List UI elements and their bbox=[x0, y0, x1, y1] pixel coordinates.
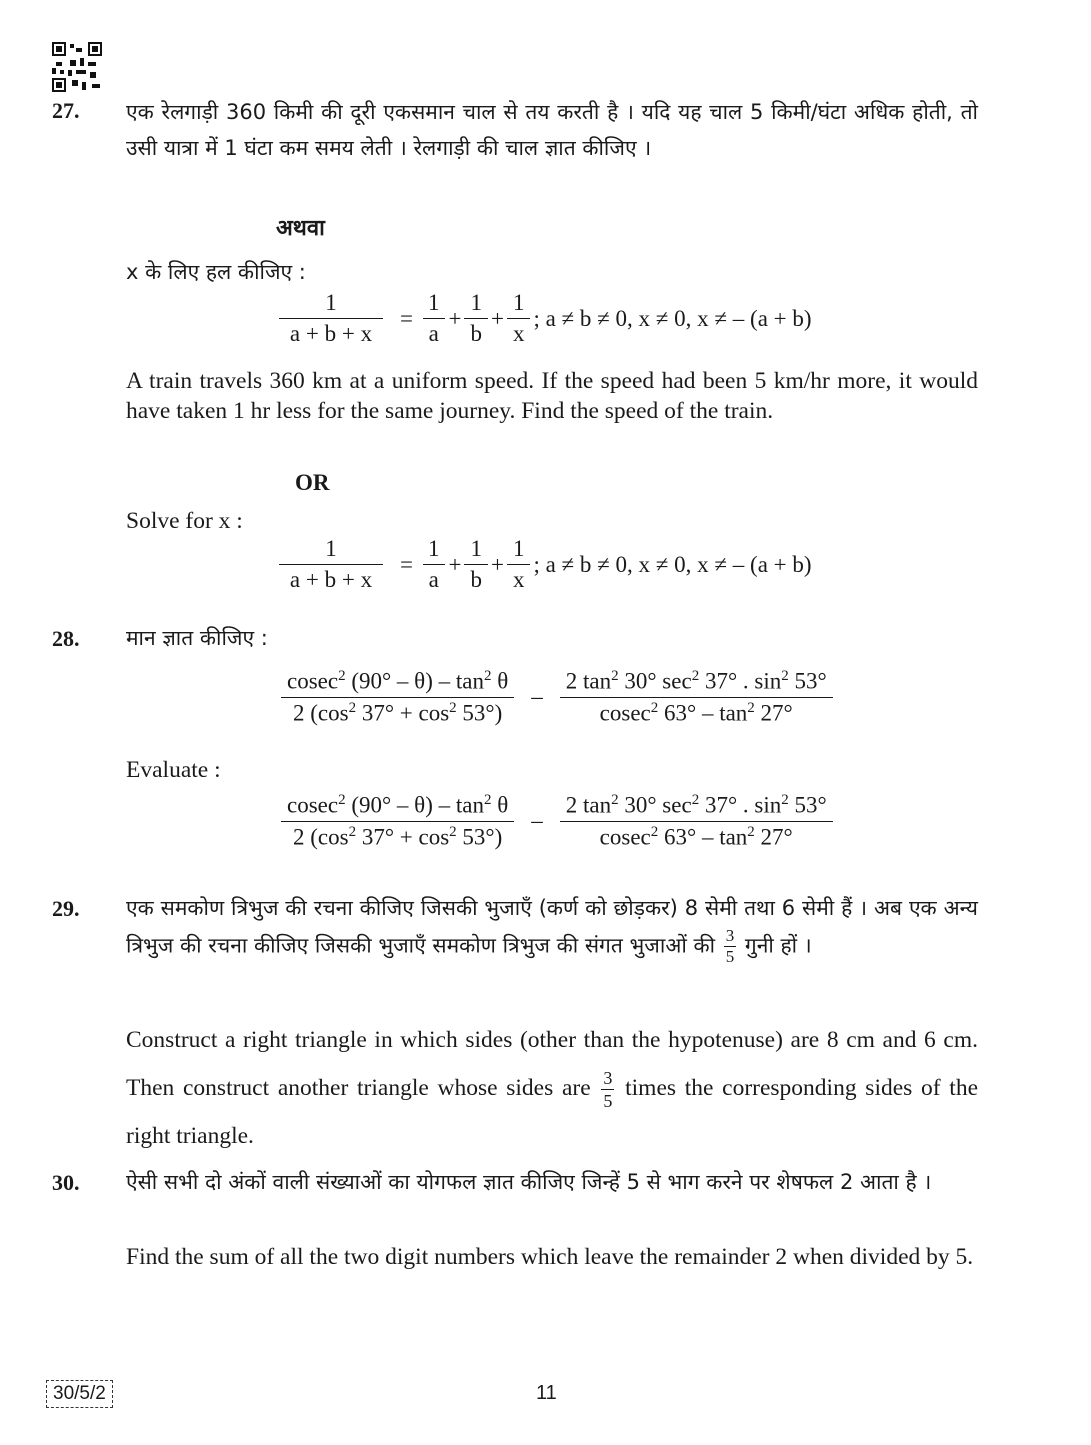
expression-fraction bbox=[281, 668, 514, 726]
expression-text: 2 (cos bbox=[292, 700, 349, 726]
lhs-fraction bbox=[279, 536, 383, 593]
expression-text: 53° bbox=[788, 668, 827, 694]
q27-equation-english bbox=[276, 536, 812, 593]
fraction-numerator: 1 bbox=[427, 536, 440, 561]
fraction-denominator: a + b + x bbox=[279, 564, 383, 593]
q27-english-text: A train travels 360 km at a uniform speed. If the speed had been 5 km/hr more, it would have taken 1 hr less for the same journey. Find the speed of the train. bbox=[126, 368, 978, 424]
exponent: 2 bbox=[781, 668, 789, 684]
fraction-denominator: a bbox=[423, 564, 445, 593]
exponent: 2 bbox=[691, 792, 700, 808]
expression-text: (90° – θ) – tan bbox=[345, 792, 484, 818]
minus-sign: – bbox=[531, 684, 543, 710]
term-fraction bbox=[507, 536, 531, 593]
plus-sign: + bbox=[448, 551, 462, 577]
fraction-numerator: 1 bbox=[470, 536, 482, 561]
expression-text: 30° sec bbox=[618, 668, 692, 694]
fraction-denominator: b bbox=[464, 564, 488, 593]
expression-fraction bbox=[560, 668, 833, 726]
expression-text: 37° . sin bbox=[699, 792, 782, 818]
equals-sign: = bbox=[400, 305, 413, 331]
fraction-numerator: 1 bbox=[512, 536, 525, 561]
fraction-numerator: 1 bbox=[325, 536, 337, 561]
fraction-numerator: 1 bbox=[325, 290, 337, 315]
fraction-denominator: b bbox=[464, 318, 488, 347]
equals-sign: = bbox=[400, 551, 413, 577]
exponent: 2 bbox=[747, 823, 755, 840]
text-run: Construct a right triangle in which sides (other than the hypotenuse) are 8 cm and 6 cm. Then construct another triangle whose sides are bbox=[126, 1027, 978, 1101]
expression-text: cosec bbox=[599, 824, 651, 850]
q27-solve-english: Solve for x : bbox=[126, 508, 243, 534]
expression-text: 53° bbox=[788, 792, 827, 818]
exponent: 2 bbox=[348, 823, 357, 840]
expression-text: 63° – tan bbox=[658, 824, 748, 850]
exponent: 2 bbox=[650, 823, 659, 840]
inline-fraction bbox=[601, 1067, 614, 1112]
plus-sign: + bbox=[490, 305, 504, 331]
q28-hindi-text: मान ज्ञात कीजिए : bbox=[126, 626, 268, 650]
q30-english-text: Find the sum of all the two digit numbers which leave the remainder 2 when divided by 5. bbox=[126, 1244, 974, 1270]
expression-text: 37° + cos bbox=[356, 700, 450, 726]
q27-equation-hindi bbox=[276, 290, 812, 347]
lhs-fraction bbox=[279, 290, 383, 347]
expression-text: 2 tan bbox=[565, 792, 612, 818]
q28-expression-hindi bbox=[278, 668, 836, 726]
expression-text: 37° + cos bbox=[356, 824, 450, 850]
expression-text: 53°) bbox=[456, 824, 503, 850]
exponent: 2 bbox=[650, 699, 659, 716]
expression-text: cosec bbox=[287, 792, 339, 818]
equation-condition: ; a ≠ b ≠ 0, x ≠ 0, x ≠ – (a + b) bbox=[533, 305, 812, 331]
exponent: 2 bbox=[348, 699, 357, 716]
exponent: 2 bbox=[483, 668, 492, 684]
fraction-denominator: x bbox=[507, 318, 531, 347]
fraction-numerator: 1 bbox=[470, 290, 482, 315]
exponent: 2 bbox=[781, 792, 789, 808]
fraction-denominator bbox=[281, 821, 514, 851]
term-fraction bbox=[464, 536, 488, 593]
or-divider-english: OR bbox=[295, 470, 330, 495]
fraction-denominator: a + b + x bbox=[279, 318, 383, 347]
q27-hindi-text: एक रेलगाड़ी 360 किमी की दूरी एकसमान चाल से तय करती है । यदि यह चाल 5 किमी/घंटा अधिक होती, तो उसी यात्रा में 1 घंटा कम समय लेती । रेलगाड़ी की चाल ज्ञात कीजिए । bbox=[126, 100, 978, 160]
fraction-numerator: 1 bbox=[427, 290, 440, 315]
text-run: गुनी हों । bbox=[744, 933, 812, 958]
fraction-denominator bbox=[560, 821, 833, 851]
exponent: 2 bbox=[611, 792, 619, 808]
expression-fraction bbox=[560, 792, 833, 850]
fraction-numerator bbox=[281, 668, 514, 697]
inline-fraction bbox=[724, 926, 737, 967]
page-number: 11 bbox=[536, 1382, 557, 1404]
fraction-denominator: a bbox=[423, 318, 445, 347]
question-number: 30. bbox=[52, 1170, 80, 1195]
fraction-denominator bbox=[281, 697, 514, 727]
expression-text: 2 (cos bbox=[292, 824, 349, 850]
exponent: 2 bbox=[691, 668, 700, 684]
fraction-denominator bbox=[560, 697, 833, 727]
exponent: 2 bbox=[611, 668, 619, 684]
paper-code: 30/5/2 bbox=[46, 1380, 113, 1408]
qr-code-icon bbox=[52, 42, 102, 92]
q29-hindi-text bbox=[126, 890, 978, 967]
q29-english-text bbox=[126, 1016, 978, 1160]
expression-text: cosec bbox=[599, 700, 651, 726]
fraction-numerator bbox=[560, 668, 833, 697]
q28-expression-english bbox=[278, 792, 836, 850]
term-fraction bbox=[422, 536, 446, 593]
q28-english-text: Evaluate : bbox=[126, 757, 221, 783]
q27-solve-hindi: x के लिए हल कीजिए : bbox=[126, 260, 306, 284]
fraction-numerator bbox=[560, 792, 833, 821]
fraction-numerator: 1 bbox=[512, 290, 525, 315]
fraction-numerator: 3 bbox=[603, 1068, 613, 1089]
text-run: times the corresponding sides of the right triangle. bbox=[126, 1075, 979, 1150]
q30-hindi-text: ऐसी सभी दो अंकों वाली संख्याओं का योगफल ज्ञात कीजिए जिन्हें 5 से भाग करने पर शेषफल 2 आता है । bbox=[126, 1170, 932, 1194]
equation-condition: ; a ≠ b ≠ 0, x ≠ 0, x ≠ – (a + b) bbox=[533, 551, 812, 577]
plus-sign: + bbox=[448, 305, 462, 331]
expression-text: 27° bbox=[754, 700, 793, 726]
expression-text: 2 tan bbox=[565, 668, 612, 694]
term-fraction bbox=[422, 290, 446, 347]
text-run: एक समकोण त्रिभुज की रचना कीजिए जिसकी भुजाएँ (कर्ण को छोड़कर) 8 सेमी तथा 6 सेमी हैं । अब एक अन्य त्रिभुज की रचना कीजिए जिसकी भुजाएँ समकोण त्रिभुज की संगत भुजाओं की bbox=[126, 896, 978, 958]
expression-text: cosec bbox=[287, 668, 339, 694]
expression-text: 63° – tan bbox=[658, 700, 748, 726]
fraction-numerator bbox=[281, 792, 514, 821]
question-number: 28. bbox=[52, 626, 80, 651]
exponent: 2 bbox=[338, 668, 346, 684]
expression-text: 30° sec bbox=[618, 792, 692, 818]
fraction-denominator: 5 bbox=[603, 1091, 613, 1112]
term-fraction bbox=[464, 290, 488, 347]
term-fraction bbox=[507, 290, 531, 347]
question-number: 27. bbox=[52, 98, 80, 123]
expression-text: θ bbox=[491, 792, 509, 818]
expression-text: (90° – θ) – tan bbox=[345, 668, 484, 694]
expression-text: 53°) bbox=[456, 700, 503, 726]
fraction-denominator: x bbox=[507, 564, 531, 593]
exponent: 2 bbox=[449, 823, 457, 840]
minus-sign: – bbox=[531, 808, 543, 834]
fraction-numerator: 3 bbox=[725, 926, 735, 945]
expression-text: 37° . sin bbox=[699, 668, 782, 694]
or-divider-hindi: अथवा bbox=[276, 216, 325, 241]
exponent: 2 bbox=[338, 792, 346, 808]
expression-text: 27° bbox=[754, 824, 793, 850]
expression-fraction bbox=[281, 792, 514, 850]
fraction-denominator: 5 bbox=[725, 947, 735, 966]
question-number: 29. bbox=[52, 896, 80, 921]
expression-text: θ bbox=[491, 668, 509, 694]
plus-sign: + bbox=[490, 551, 504, 577]
exponent: 2 bbox=[483, 792, 492, 808]
exponent: 2 bbox=[747, 699, 755, 716]
exponent: 2 bbox=[449, 699, 457, 716]
